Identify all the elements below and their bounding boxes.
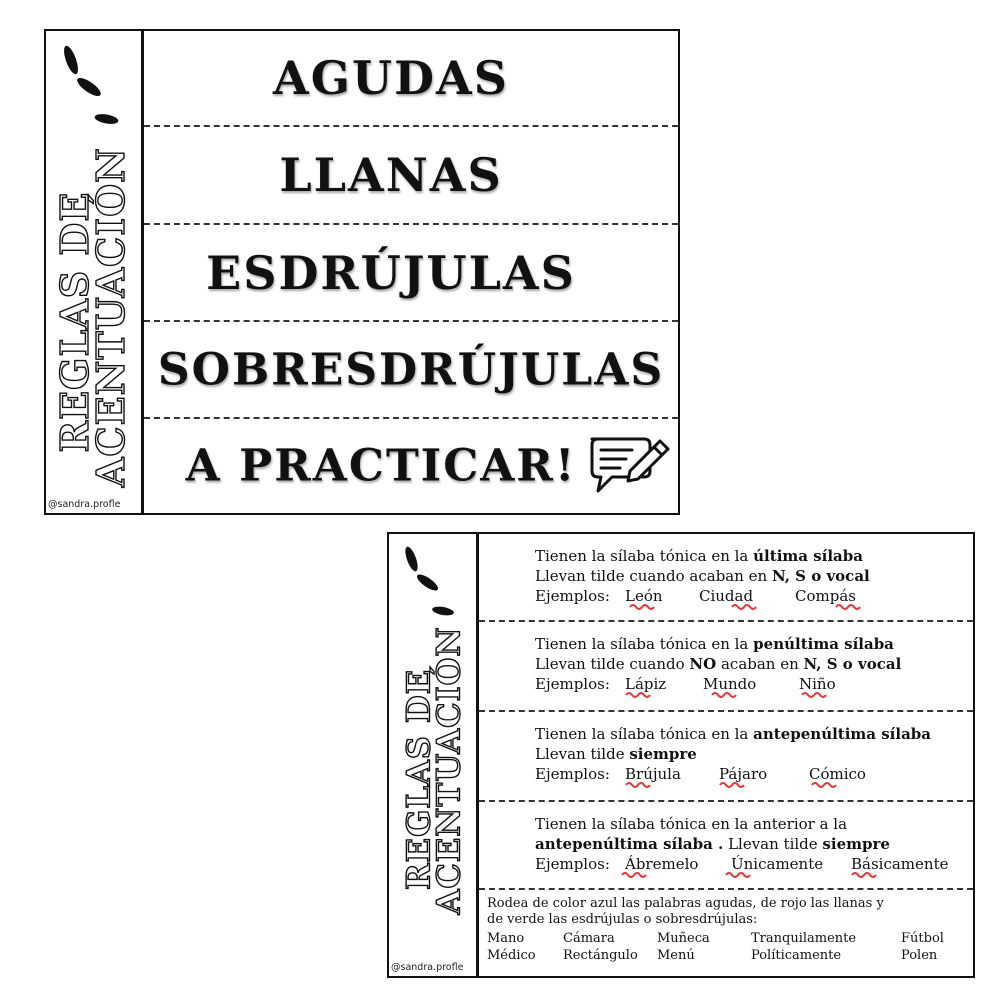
row-esdrujulas[interactable] — [144, 225, 678, 322]
example-word: Ábremelo — [625, 854, 731, 874]
practice-word[interactable]: Médico — [487, 948, 536, 963]
rules-spine — [389, 534, 479, 976]
example-word: Ciudad — [699, 586, 795, 606]
example-word: Brújula — [625, 764, 719, 784]
rule-esdrujulas[interactable] — [479, 712, 973, 802]
rule-text: Tienen la sílaba tónica en la antepenúltima sílaba Llevan tilde siempre Ejemplos: Brújula Pájaro Cómico — [535, 724, 931, 784]
row-sobresdrujulas[interactable] — [144, 322, 678, 419]
practice-word[interactable]: Cámara — [563, 931, 615, 946]
rule-text: Tienen la sílaba tónica en la última sílaba Llevan tilde cuando acaban en N, S o vocal Ejemplos: León Ciudad Compás — [535, 546, 870, 606]
spark-mark — [75, 75, 104, 99]
accent-squiggle-icon — [629, 603, 657, 610]
credit-label: @sandra.profle — [48, 499, 121, 510]
practice-word[interactable]: Polen — [901, 948, 938, 963]
accent-squiggle-icon — [719, 781, 747, 788]
row-practicar[interactable] — [144, 419, 678, 513]
practice-word[interactable]: Muñeca — [657, 931, 710, 946]
rules-rows — [479, 534, 973, 976]
title-practicar: A PRACTICAR! — [185, 440, 577, 492]
rule-llanas[interactable] — [479, 622, 973, 712]
example-word: Lápiz — [625, 674, 703, 694]
practice-word-grid — [487, 930, 963, 964]
accent-squiggle-icon — [625, 781, 653, 788]
accent-squiggle-icon — [711, 691, 739, 698]
accent-squiggle-icon — [801, 691, 829, 698]
accent-squiggle-icon — [725, 871, 753, 878]
example-word: Pájaro — [719, 764, 809, 784]
spark-mark — [61, 44, 81, 76]
accent-squiggle-icon — [625, 691, 653, 698]
title-agudas: AGUDAS — [273, 51, 509, 105]
practice-word[interactable]: Mano — [487, 931, 525, 946]
credit-label: @sandra.profle — [391, 962, 464, 973]
spark-mark — [94, 112, 119, 125]
rule-text: Tienen la sílaba tónica en la penúltima sílaba Llevan tilde cuando NO acaban en N, S o vocal Ejemplos: Lápiz Mundo Niño — [535, 634, 901, 694]
practice-word[interactable]: Menú — [657, 948, 695, 963]
example-word: León — [625, 586, 699, 606]
accent-squiggle-icon — [811, 781, 839, 788]
spark-mark — [431, 605, 454, 617]
rule-agudas[interactable] — [479, 534, 973, 622]
example-word: Compás — [795, 586, 856, 606]
practice-text: Rodea de color azul las palabras agudas, de rojo las llanas y de verde las esdrújulas o sobresdrújulas: Mano Cámara Muñeca Tranquilamente Fútbol Médico Rectángulo Menú Políticamente Polen — [487, 896, 963, 964]
spark-mark — [403, 545, 420, 573]
cover-rows — [144, 31, 678, 513]
practice-word[interactable]: Rectángulo — [563, 948, 638, 963]
practice-word[interactable]: Políticamente — [751, 948, 842, 963]
accent-squiggle-icon — [851, 871, 879, 878]
title-llanas: LLANAS — [279, 148, 503, 202]
accent-squiggle-icon — [621, 871, 649, 878]
cover-foldable — [44, 29, 680, 515]
accent-squiggle-icon — [835, 603, 863, 610]
rule-sobresdrujulas[interactable] — [479, 802, 973, 890]
rule-text: Tienen la sílaba tónica en la anterior a la antepenúltima sílaba . Llevan tilde siempre Ejemplos: Ábremelo Únicamente Básicamente — [535, 814, 948, 874]
chat-pencil-icon — [586, 433, 672, 497]
title-esdrujulas: ESDRÚJULAS — [206, 245, 576, 300]
example-word: Mundo — [703, 674, 799, 694]
example-word: Únicamente — [731, 854, 851, 874]
row-llanas[interactable] — [144, 127, 678, 225]
example-word: Cómico — [809, 764, 866, 784]
practice-word[interactable]: Tranquilamente — [751, 931, 857, 946]
practice-section[interactable] — [479, 890, 973, 976]
spine-title: REGLAS DE ACENTUACIÓN — [399, 626, 468, 915]
accent-squiggle-icon — [731, 603, 759, 610]
practice-word[interactable]: Fútbol — [901, 931, 944, 946]
example-word: Básicamente — [851, 854, 948, 874]
spark-mark — [415, 572, 441, 594]
example-word: Niño — [799, 674, 836, 694]
title-sobresdrujulas: SOBRESDRÚJULAS — [157, 344, 665, 395]
rules-foldable — [387, 532, 975, 978]
row-agudas[interactable] — [144, 31, 678, 127]
spine-title: REGLAS DE ACENTUACIÓN — [51, 147, 133, 488]
